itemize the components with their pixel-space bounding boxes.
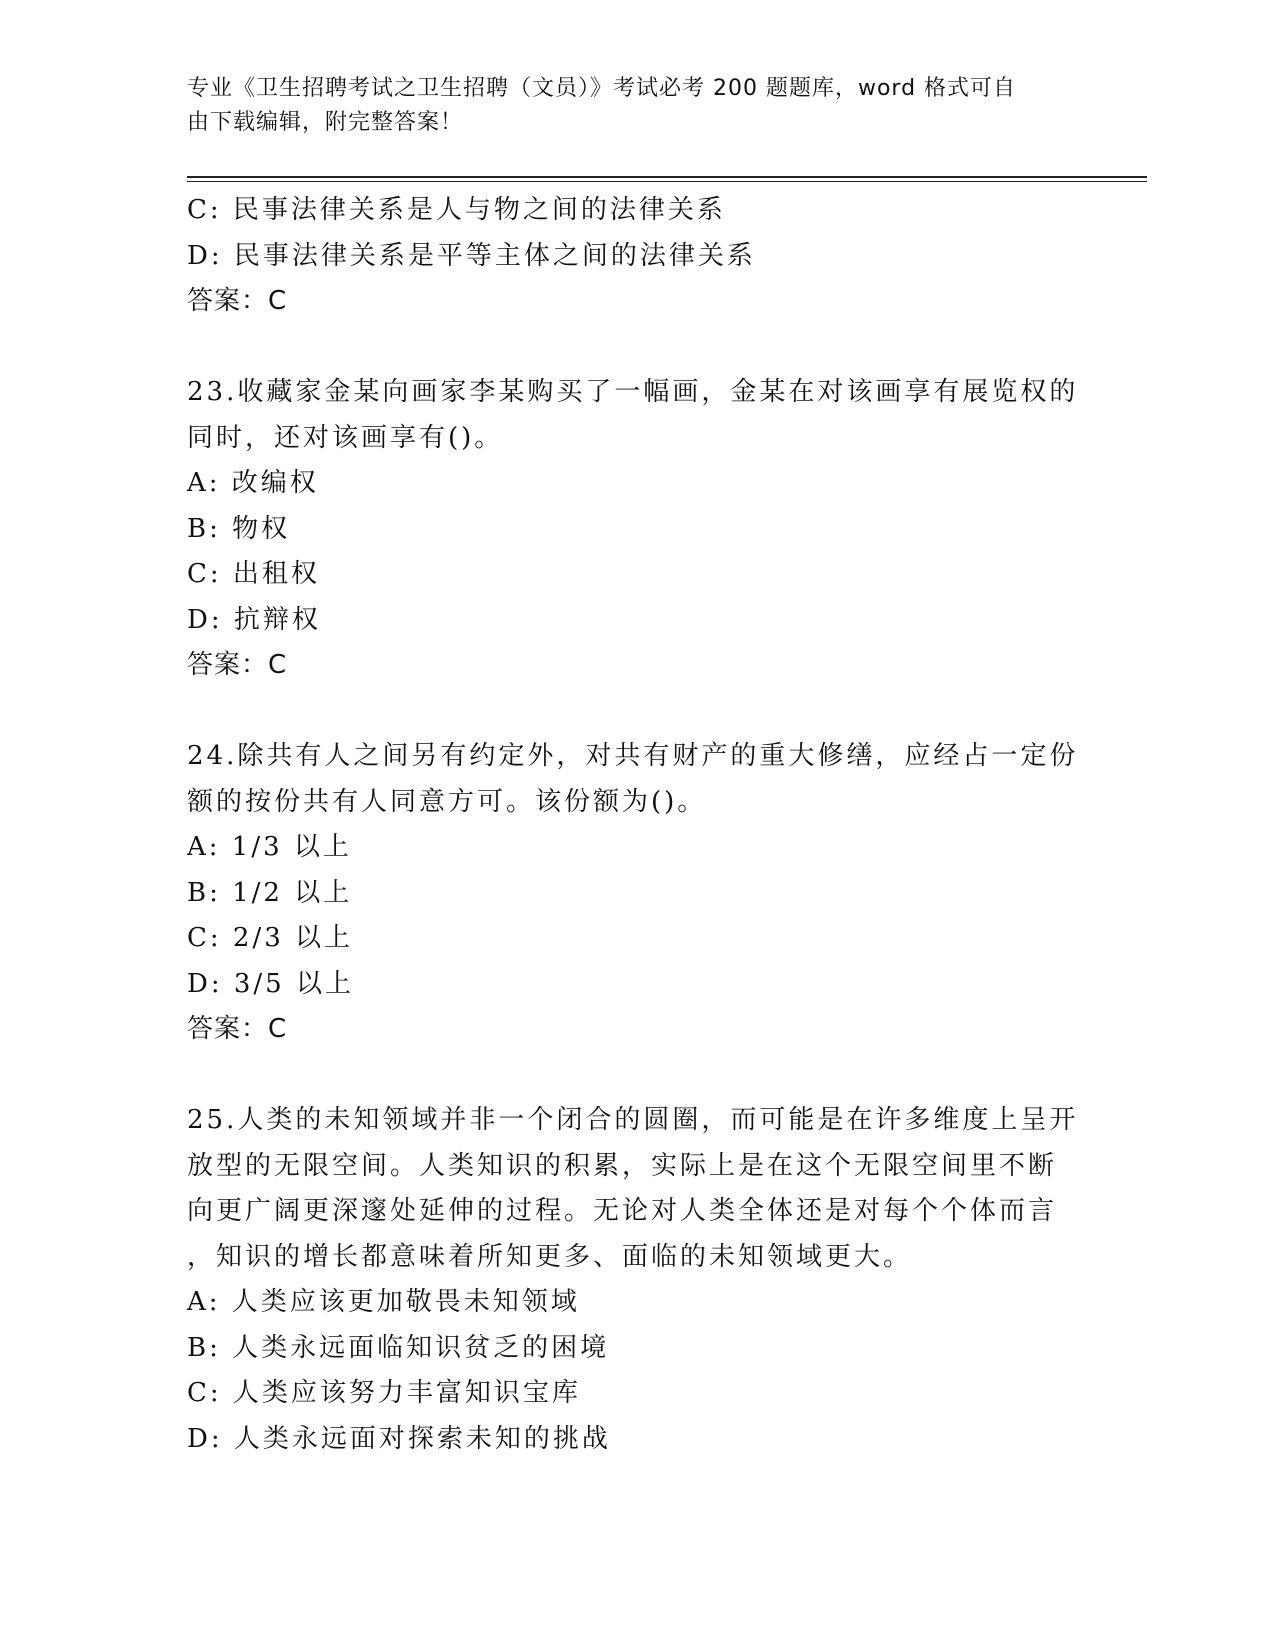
answer-line: 答案：C	[187, 1014, 288, 1044]
option-c: C: 民事法律关系是人与物之间的法律关系	[187, 195, 726, 225]
document-body	[187, 188, 1087, 1462]
answer-line: 答案：C	[187, 286, 288, 316]
option-c: C: 2/3 以上	[187, 923, 354, 953]
header-line-2: 由下载编辑，附完整答案！	[187, 110, 464, 135]
answer-line: 答案：C	[187, 650, 288, 680]
option-b: B: 1/2 以上	[187, 877, 353, 908]
header-divider-thin	[187, 181, 1147, 182]
option-a: A: 人类应该更加敬畏未知领域	[187, 1287, 580, 1317]
option-d: D: 人类永远面对探索未知的挑战	[187, 1423, 611, 1454]
question-25	[187, 1098, 1087, 1462]
question-stem: 25.人类的未知领域并非一个闭合的圆圈，而可能是在许多维度上呈开	[187, 1105, 1079, 1135]
question-22-tail	[187, 188, 1087, 325]
header-divider-thick	[187, 176, 1147, 178]
question-stem: 向更广阔更深邃处延伸的过程。无论对人类全体还是对每个个体而言	[187, 1196, 1058, 1226]
option-b: B: 人类永远面临知识贫乏的困境	[187, 1332, 610, 1363]
question-23	[187, 370, 1087, 689]
option-c: C: 出租权	[187, 559, 320, 589]
option-c: C: 人类应该努力丰富知识宝库	[187, 1378, 581, 1408]
question-stem: 同时，还对该画享有()。	[187, 422, 504, 453]
question-stem: 放型的无限空间。人类知识的积累，实际上是在这个无限空间里不断	[187, 1150, 1058, 1181]
option-b: B: 物权	[187, 513, 291, 544]
header-line-1: 专业《卫生招聘考试之卫生招聘（文员）》考试必考 200 题题库，word 格式可自	[187, 76, 1017, 101]
question-24	[187, 734, 1087, 1053]
document-header	[187, 72, 1067, 140]
option-d: D: 民事法律关系是平等主体之间的法律关系	[187, 240, 756, 271]
question-stem: ，知识的增长都意味着所知更多、面临的未知领域更大。	[187, 1241, 913, 1272]
question-stem: 23.收藏家金某向画家李某购买了一幅画，金某在对该画享有展览权的	[187, 377, 1079, 407]
option-a: A: 1/3 以上	[187, 832, 352, 862]
question-stem: 24.除共有人之间另有约定外，对共有财产的重大修缮，应经占一定份	[187, 741, 1079, 771]
option-d: D: 抗辩权	[187, 604, 321, 635]
question-stem: 额的按份共有人同意方可。该份额为()。	[187, 786, 707, 817]
option-a: A: 改编权	[187, 468, 319, 498]
option-d: D: 3/5 以上	[187, 968, 354, 999]
